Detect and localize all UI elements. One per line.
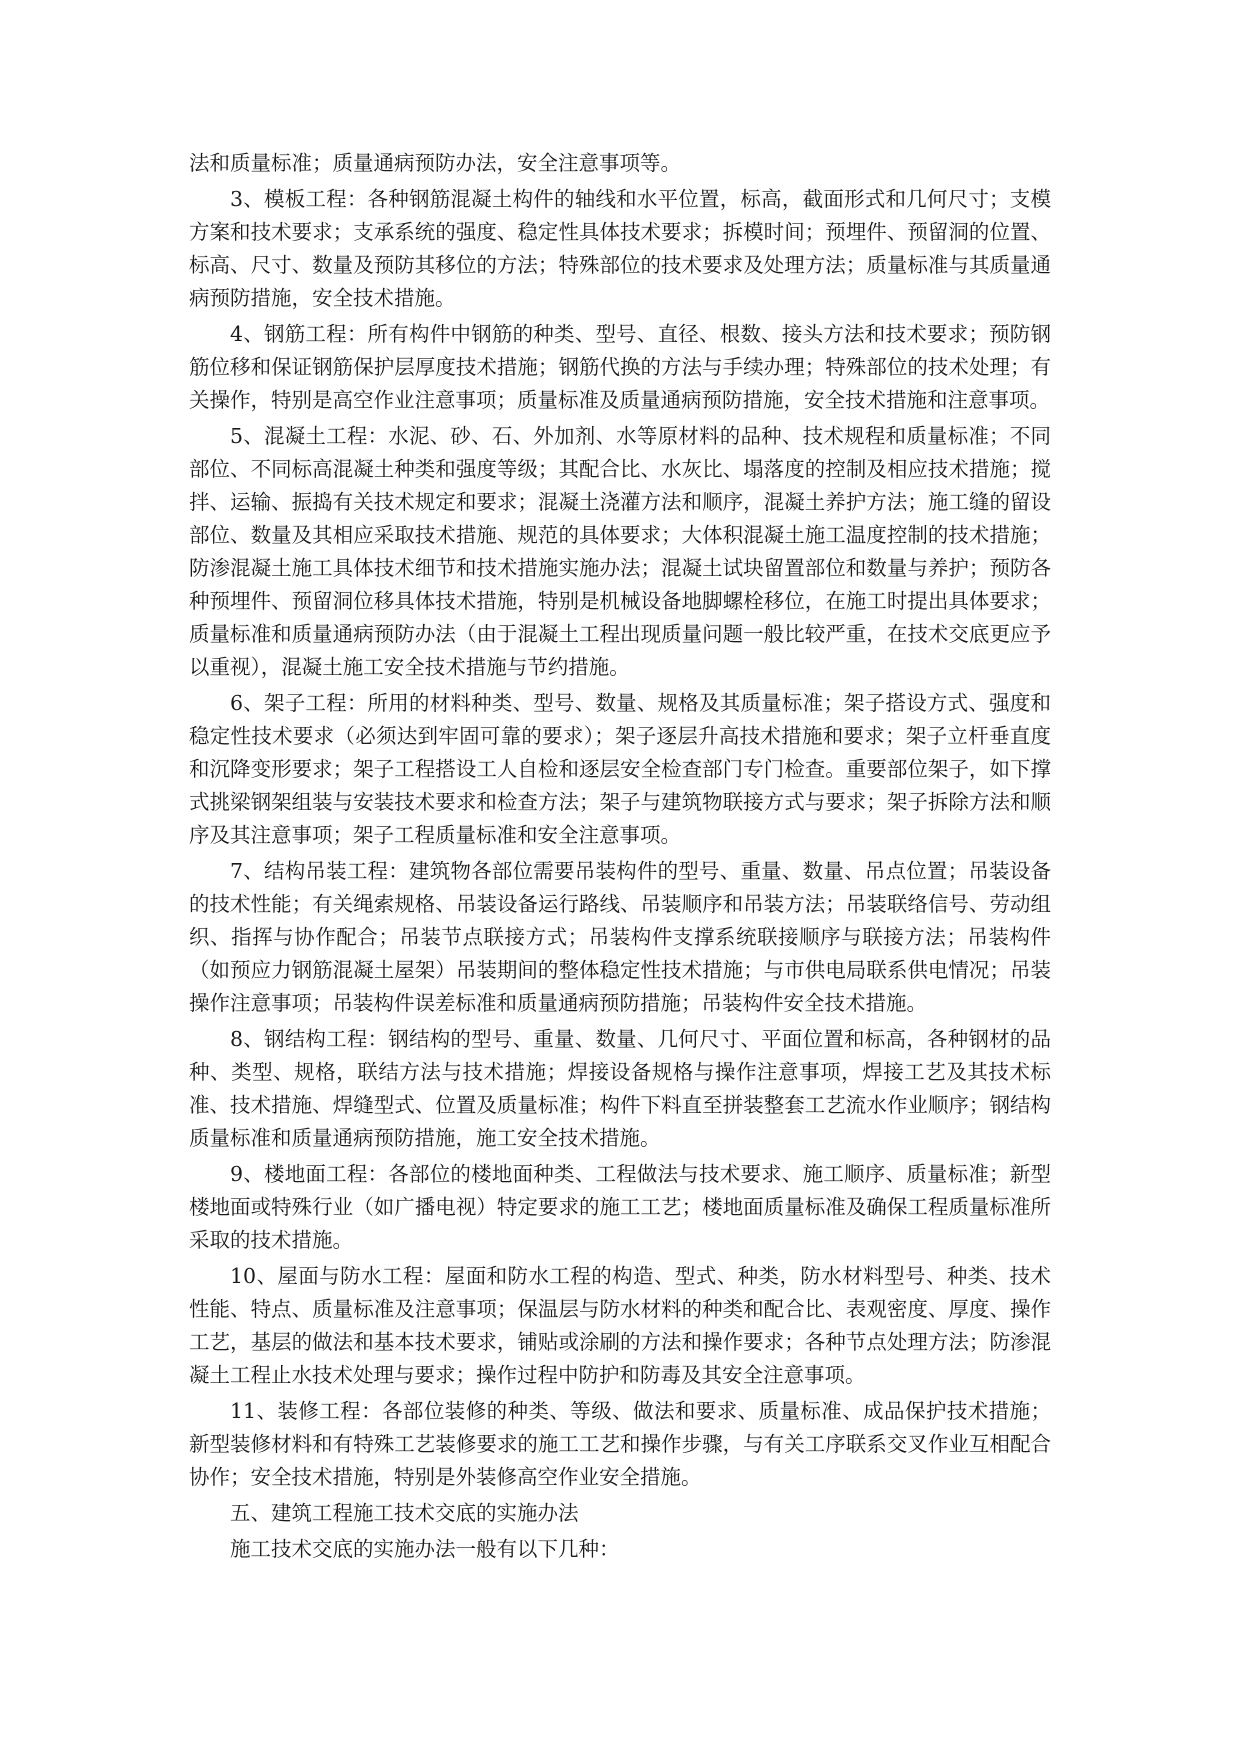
paragraph-implementation-intro: 施工技术交底的实施办法一般有以下几种： — [230, 1537, 620, 1561]
section-heading: 五、建筑工程施工技术交底的实施办法 — [230, 1501, 579, 1525]
paragraph-structural-hoisting: 7、结构吊装工程：建筑物各部位需要吊装构件的型号、重量、数量、吊点位置；吊装设备的技术性能；有关绳索规格、吊装设备运行路线、吊装顺序和吊装方法；吊装联络信号、劳动组织、指挥与协作配合；吊装节点联接方式；吊装构件支撑系统联接顺序与联接方法；吊装构件（如预应力钢筋混凝土屋架）吊装期间的整体稳定性技术措施；与市供电局联系供电情况；吊装操作注意事项；吊装构件误差标准和质量通病预防措施；吊装构件安全技术措施。 — [189, 859, 1051, 1015]
paragraph-concrete: 5、混凝土工程：水泥、砂、石、外加剂、水等原材料的品种、技术规程和质量标准；不同部位、不同标高混凝土种类和强度等级；其配合比、水灰比、塌落度的控制及相应技术措施；搅拌、运输、振捣有关技术规定和要求；混凝土浇灌方法和顺序，混凝土养护方法；施工缝的留设部位、数量及其相应采取技术措施、规范的具体要求；大体积混凝土施工温度控制的技术措施；防渗混凝土施工具体技术细节和技术措施实施办法；混凝土试块留置部位和数量与养护；预防各种预埋件、预留洞位移具体技术措施，特别是机械设备地脚螺栓移位，在施工时提出具体要求；质量标准和质量通病预防办法（由于混凝土工程出现质量问题一般比较严重，在技术交底更应予以重视），混凝土施工安全技术措施与节约措施。 — [189, 424, 1051, 679]
paragraph-roof-waterproofing: 10、屋面与防水工程：屋面和防水工程的构造、型式、种类，防水材料型号、种类、技术性能、特点、质量标准及注意事项；保温层与防水材料的种类和配合比、表观密度、厚度、操作工艺，基层的做法和基本技术要求，铺贴或涂刷的方法和操作要求；各种节点处理方法；防渗混凝土工程止水技术处理与要求；操作过程中防护和防毒及其安全注意事项。 — [189, 1264, 1051, 1387]
paragraph-scaffolding: 6、架子工程：所用的材料种类、型号、数量、规格及其质量标准；架子搭设方式、强度和稳定性技术要求（必须达到牢固可靠的要求）；架子逐层升高技术措施和要求；架子立杆垂直度和沉降变形要求；架子工程搭设工人自检和逐层安全检查部门专门检查。重要部位架子，如下撑式挑梁钢架组装与安装技术要求和检查方法；架子与建筑物联接方式与要求；架子拆除方法和顺序及其注意事项；架子工程质量标准和安全注意事项。 — [189, 691, 1051, 847]
document-body — [189, 147, 1051, 1569]
paragraph-decoration: 11、装修工程：各部位装修的种类、等级、做法和要求、质量标准、成品保护技术措施；新型装修材料和有特殊工艺装修要求的施工工艺和操作步骤，与有关工序联系交叉作业互相配合协作；安全技术措施，特别是外装修高空作业安全措施。 — [189, 1399, 1051, 1489]
paragraph-continuation: 法和质量标准；质量通病预防办法，安全注意事项等。 — [189, 151, 681, 175]
paragraph-steel-structure: 8、钢结构工程：钢结构的型号、重量、数量、几何尺寸、平面位置和标高，各种钢材的品种、类型、规格，联结方法与技术措施；焊接设备规格与操作注意事项，焊接工艺及其技术标准、技术措施、焊缝型式、位置及质量标准；构件下料直至拼装整套工艺流水作业顺序；钢结构质量标准和质量通病预防措施，施工安全技术措施。 — [189, 1027, 1051, 1150]
paragraph-rebar: 4、钢筋工程：所有构件中钢筋的种类、型号、直径、根数、接头方法和技术要求；预防钢筋位移和保证钢筋保护层厚度技术措施；钢筋代换的方法与手续办理；特殊部位的技术处理；有关操作，特别是高空作业注意事项；质量标准及质量通病预防措施，安全技术措施和注意事项。 — [189, 322, 1051, 412]
paragraph-floor: 9、楼地面工程：各部位的楼地面种类、工程做法与技术要求、施工顺序、质量标准；新型楼地面或特殊行业（如广播电视）特定要求的施工工艺；楼地面质量标准及确保工程质量标准所采取的技术措施。 — [189, 1162, 1051, 1252]
paragraph-formwork: 3、模板工程：各种钢筋混凝土构件的轴线和水平位置，标高，截面形式和几何尺寸；支模方案和技术要求；支承系统的强度、稳定性具体技术要求；拆模时间；预埋件、预留洞的位置、标高、尺寸、数量及预防其移位的方法；特殊部位的技术要求及处理方法；质量标准与其质量通病预防措施，安全技术措施。 — [189, 187, 1051, 310]
